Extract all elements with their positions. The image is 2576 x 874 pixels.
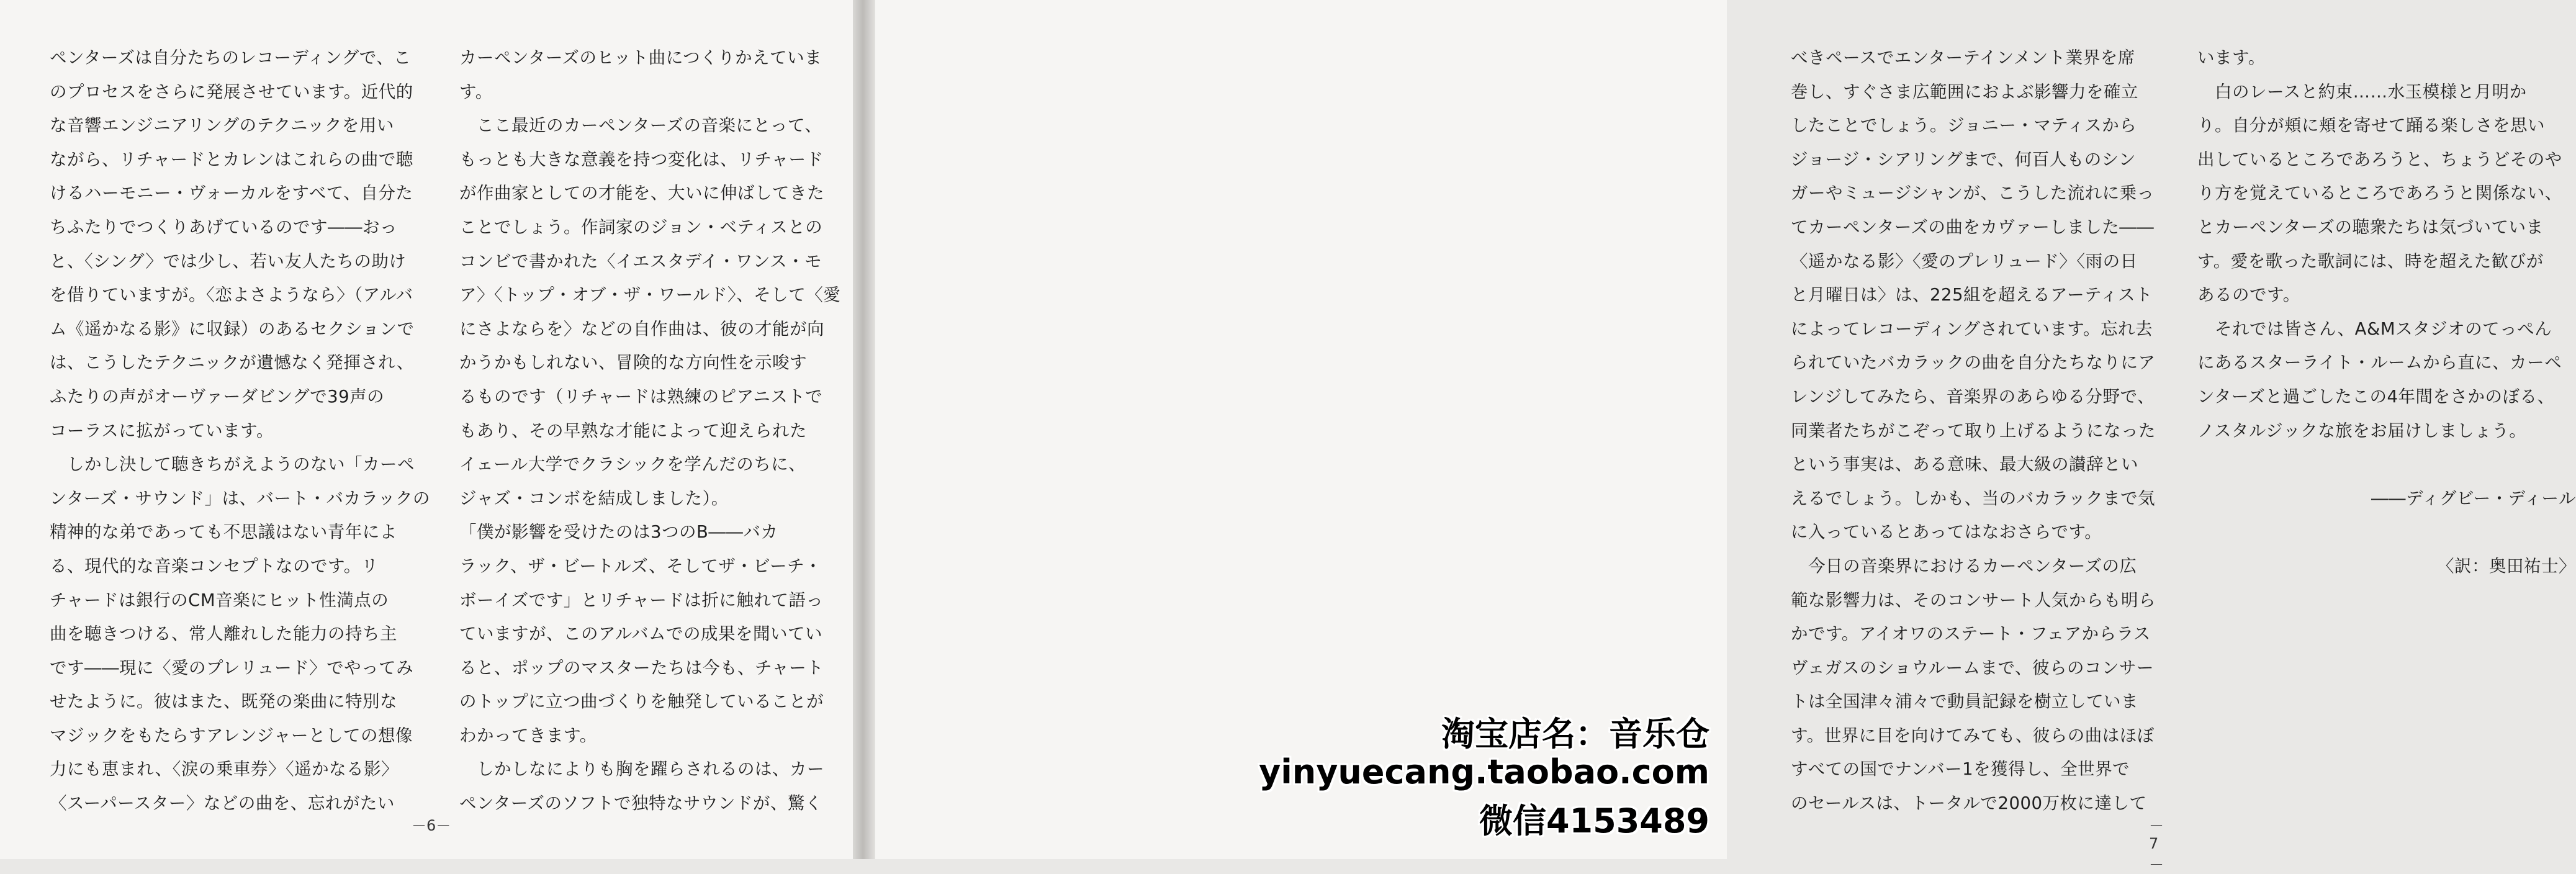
text-line: 精神的な弟であっても不思議はない青年によ xyxy=(50,522,397,543)
text-line: すべての国でナンバー1を獲得し、全世界で xyxy=(1791,759,2130,780)
text-line: もっとも大きな意義を持つ変化は、リチャード xyxy=(459,149,824,169)
text-line: にあるスターライト・ルームから直に、カーペ xyxy=(2197,353,2562,373)
text-line: るものです（リチャードは熟練のピアニストで xyxy=(459,386,823,407)
translator-credit: 〈訳：奥田祐士〉 xyxy=(2437,556,2576,576)
text-line: のトップに立つ曲づくりを触発していることが xyxy=(459,692,824,712)
text-line: という事実は、ある意味、最大級の讃辞とい xyxy=(1791,454,2138,475)
page-number-right: －7－ xyxy=(2149,817,2164,873)
text-line: が作曲家としての才能を、大いに伸ばしてきた xyxy=(459,183,824,204)
text-line: ボーイズです」とリチャードは折に触れて語っ xyxy=(459,590,824,610)
text-line: せたように。彼はまた、既発の楽曲に特別な xyxy=(50,692,397,712)
text-line: 同業者たちがこぞって取り上げるようになった xyxy=(1791,420,2156,441)
text-line: 今日の音楽界におけるカーペンターズの広 xyxy=(1791,556,2137,576)
text-line: す。 xyxy=(459,81,493,102)
text-line: です――現に〈愛のプレリュード〉でやってみ xyxy=(50,657,414,678)
text-line: に入っているとあってはなおさらです。 xyxy=(1791,522,2102,543)
text-line: えるでしょう。しかも、当のバカラックまで気 xyxy=(1791,488,2156,508)
text-line: 〈遥かなる影〉〈愛のプレリュード〉〈雨の日 xyxy=(1791,251,2138,271)
text-line: を借りていますが。〈恋よさようなら〉（アルバ xyxy=(50,285,413,305)
text-line: マジックをもたらすアレンジャーとしての想像 xyxy=(50,725,413,746)
text-line: 「僕が影響を受けたのは3つのB――バカ xyxy=(459,522,778,543)
text-line: 白のレースと約束……水玉模様と月明か xyxy=(2197,81,2527,102)
text-line: ここ最近のカーペンターズの音楽にとって、 xyxy=(459,115,822,136)
book-gutter xyxy=(853,0,875,859)
text-line: ちふたりでつくりあげているのです――おっ xyxy=(50,217,397,237)
text-line: ム《遥かなる影》に収録）のあるセクションで xyxy=(50,318,415,339)
right-page-column-3 xyxy=(1791,41,2163,821)
text-line: コンビで書かれた〈イエスタデイ・ワンス・モ xyxy=(459,251,822,271)
watermark-url: yinyuecang.taobao.com xyxy=(1259,752,1709,791)
text-line: したことでしょう。ジョニー・マティスから xyxy=(1791,115,2137,136)
text-line: のプロセスをさらに発展させています。近代的 xyxy=(50,81,413,102)
text-line: な音響エンジニアリングのテクニックを用い xyxy=(50,115,394,136)
text-line: り方を覚えているところであろうと関係ない、 xyxy=(2197,183,2562,204)
text-line: る、現代的な音楽コンセプトなのです。リ xyxy=(50,556,379,576)
text-line: べきペースでエンターテインメント業界を席 xyxy=(1791,48,2135,68)
text-line: のセールスは、トータルで2000万枚に達して xyxy=(1791,793,2147,814)
text-line: ながら、リチャードとカレンはこれらの曲で聴 xyxy=(50,149,413,169)
text-line: ガーやミュージシャンが、こうした流れに乗っ xyxy=(1791,183,2155,204)
text-line: ペンターズは自分たちのレコーディングで、こ xyxy=(50,48,412,68)
text-line: と、〈シング〉では少し、若い友人たちの助け xyxy=(50,251,407,271)
text-line: によってレコーディングされています。忘れ去 xyxy=(1791,318,2153,339)
text-line: けるハーモニー・ヴォーカルをすべて、自分た xyxy=(50,183,413,204)
text-line: それでは皆さん、A&Mスタジオのてっぺん xyxy=(2197,318,2552,339)
left-page-column-1 xyxy=(50,41,430,821)
page-number-left: －6－ xyxy=(412,817,451,834)
text-line: す。愛を歌った歌詞には、時を超えた歓びが xyxy=(2197,251,2544,271)
text-line: コーラスに拡がっています。 xyxy=(50,420,274,441)
right-page-column-4 xyxy=(2197,41,2576,583)
text-line: は、こうしたテクニックが遺憾なく発揮され、 xyxy=(50,353,414,373)
text-line: とカーペンターズの聴衆たちは気づいていま xyxy=(2197,217,2544,237)
watermark-store-name: 淘宝店名：音乐仓 xyxy=(1441,714,1709,754)
text-line: てカーペンターズの曲をカヴァーしました―― xyxy=(1791,217,2155,237)
left-page xyxy=(0,0,853,859)
text-line: 巻し、すぐさま広範囲におよぶ影響力を確立 xyxy=(1791,81,2138,102)
text-line: ンターズ・サウンド」は、バート・バカラックの xyxy=(50,488,430,508)
author-signature: ――ディグビー・ディール xyxy=(2371,488,2576,508)
text-line: ていますが、このアルバムでの成果を聞いてい xyxy=(459,624,822,644)
text-line: ア〉〈トップ・オブ・ザ・ワールド〉、そして〈愛 xyxy=(459,285,841,305)
text-line: ノスタルジックな旅をお届けしましょう。 xyxy=(2197,420,2527,441)
watermark-wechat: 微信4153489 xyxy=(1479,801,1709,840)
text-line: り。自分が頬に頬を寄せて踊る楽しさを思い xyxy=(2197,115,2545,136)
text-line: チャードは銀行のCM音楽にヒット性満点の xyxy=(50,590,389,610)
blank-line xyxy=(2197,448,2576,482)
text-line: かです。アイオワのステート・フェアからラス xyxy=(1791,624,2151,644)
text-line: ジャズ・コンボを結成しました）。 xyxy=(459,488,729,508)
text-line: 曲を聴きつける、常人離れした能力の持ち主 xyxy=(50,624,397,644)
text-line: います。 xyxy=(2197,48,2266,68)
text-line: と月曜日は〉は、225組を超えるアーティスト xyxy=(1791,285,2153,305)
text-line: にさよならを〉などの自作曲は、彼の才能が向 xyxy=(459,318,824,339)
text-line: 範な影響力は、そのコンサート人気からも明ら xyxy=(1791,590,2156,610)
text-line: かうかもしれない、冒険的な方向性を示唆す xyxy=(459,353,807,373)
text-line: ると、ポップのマスターたちは今も、チャート xyxy=(459,657,824,678)
text-line: ラック、ザ・ビートルズ、そしてザ・ビーチ・ xyxy=(459,556,822,576)
text-line: しかし決して聴きちがえようのない「カーペ xyxy=(50,454,415,475)
text-line: ふたりの声がオーヴァーダビングで39声の xyxy=(50,386,385,407)
text-line: ジョージ・シアリングまで、何百人ものシン xyxy=(1791,149,2137,169)
text-line: しかしなによりも胸を躍らされるのは、カー xyxy=(459,759,824,780)
text-line: わかってきます。 xyxy=(459,725,597,746)
text-line: ンターズと過ごしたこの4年間をさかのぼる、 xyxy=(2197,386,2555,407)
text-line: す。世界に目を向けてみても、彼らの曲はほぼ xyxy=(1791,725,2155,746)
blank-line xyxy=(2197,515,2576,549)
text-line: ペンターズのソフトで独特なサウンドが、驚く xyxy=(459,793,822,814)
text-line: 〈スーパースター〉などの曲を、忘れがたい xyxy=(50,793,395,814)
left-page-column-2 xyxy=(459,41,841,821)
text-line: あるのです。 xyxy=(2197,285,2300,305)
text-line: レンジしてみたら、音楽界のあらゆる分野で、 xyxy=(1791,386,2155,407)
text-line: 出しているところであろうと、ちょうどそのや xyxy=(2197,149,2562,169)
text-line: トは全国津々浦々で動員記録を樹立していま xyxy=(1791,692,2138,712)
text-line: ことでしょう。作詞家のジョン・ベティスとの xyxy=(459,217,823,237)
text-line: もあり、その早熟な才能によって迎えられた xyxy=(459,420,807,441)
text-line: ヴェガスのショウルームまで、彼らのコンサー xyxy=(1791,657,2154,678)
text-line: カーペンターズのヒット曲につくりかえていま xyxy=(459,48,822,68)
text-line: 力にも恵まれ、〈涙の乗車券〉〈遥かなる影〉 xyxy=(50,759,399,780)
text-line: られていたバカラックの曲を自分たちなりにア xyxy=(1791,353,2156,373)
text-line: イェール大学でクラシックを学んだのちに、 xyxy=(459,454,806,475)
